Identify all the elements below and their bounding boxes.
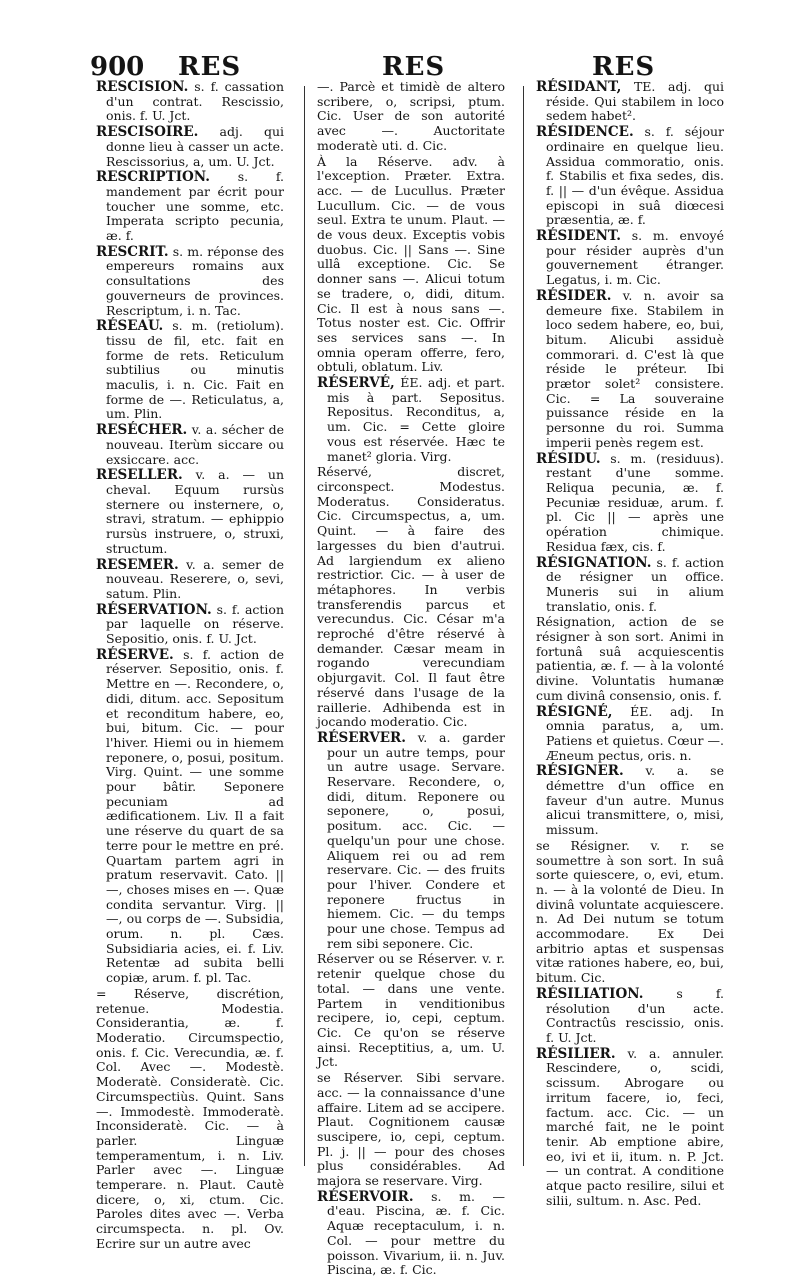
- entry-definition: v. a. — un cheval. Equum rursùs sternere ou insternere, o, stravi, stratum. — ephippio rursùs instruere, o, struxi, structum.: [106, 467, 284, 556]
- entry-definition: s. m. (residuus). restant d'une somme. Reliqua pecunia, æ. f. Pecuniæ residuæ, arum. f. pl. Cic || — après une opération chimique. Residua fæx, cis. f.: [546, 450, 724, 554]
- entry-definition: se Réserver. Sibi servare. acc. — la connaissance d'une affaire. Litem ad se accipere. Plaut. Cognitionem causæ suscipere, io, cepi, ceptum. Pl. j. || — pour des choses plus considérables. Ad majora se reservare. Virg.: [317, 1070, 505, 1189]
- dictionary-entry: [317, 80, 505, 154]
- dictionary-entry: [96, 125, 284, 169]
- entry-headword: RÉSERVÉ,: [317, 375, 395, 392]
- entry-headword: RÉSEAU.: [96, 318, 164, 335]
- dictionary-entry: [96, 987, 284, 1252]
- dictionary-entry: [96, 648, 284, 986]
- entry-headword: RÉSIGNER.: [536, 763, 624, 780]
- dictionary-column-3: [536, 79, 724, 1208]
- entry-definition: TE. adj. qui réside. Qui stabilem in loco sedem habet².: [546, 79, 724, 124]
- column-divider: [304, 86, 305, 1166]
- entry-headword: RÉSIDU.: [536, 450, 601, 467]
- dictionary-entry: [317, 155, 505, 376]
- dictionary-entry: [536, 125, 724, 228]
- entry-headword: RÉSIGNATION.: [536, 554, 652, 571]
- entry-definition: Résignation, action de se résigner à son sort. Animi in fortunâ suâ acquiescentis patientia, æ. f. — à la volonté divine. Voluntatis humanæ cum divinâ consensio, onis. f.: [536, 614, 724, 703]
- dictionary-entry: [536, 1047, 724, 1209]
- dictionary-entry: [536, 80, 724, 124]
- dictionary-entry: [96, 319, 284, 422]
- dictionary-entry: [536, 839, 724, 986]
- entry-definition: = Réserve, discrétion, retenue. Modestia. Considerantia, æ. f. Moderatio. Circumspectio, onis. f. Cic. Verecundia, æ. f. Col. Avec —. Modestè. Moderatè. Consideratè. Cic. Circumspectiùs. Quint. Sans —. Immodestè. Immoderatè. Inconsideratè. Cic. — à parler. Linguæ temperamentum, i. n. Liv. Parler avec —. Linguæ temperare. n. Plaut. Cautè dicere, o, xi, ctum. Cic. Paroles dites avec —. Verba circumspecta. n. pl. Ov. Ecrire sur un autre avec: [96, 985, 284, 1251]
- dictionary-entry: [96, 558, 284, 602]
- entry-headword: RÉSIDENCE.: [536, 124, 634, 141]
- dictionary-entry: [317, 1190, 505, 1278]
- dictionary-entry: [96, 423, 284, 467]
- entry-headword: RESCISION.: [96, 79, 189, 95]
- entry-definition: s. f. cassation d'un contrat. Rescissio, onis. f. U. Jct.: [106, 79, 284, 124]
- running-headword-left: RES: [178, 52, 242, 82]
- entry-definition: v. a. garder pour un autre temps, pour un autre usage. Servare. Reservare. Recondere, o, didi, ditum. Reponere ou seponere, o, posui, positum. acc. Cic. — quelqu'un pour une chose. Aliquem rei ou ad rem reservare. Cic. — des fruits pour l'hiver. Condere et reponere fructus in hiemem. Cic. — du temps pour une chose. Tempus ad rem sibi seponere. Cic.: [327, 729, 505, 951]
- entry-definition: À la Réserve. adv. à l'exception. Præter. Extra. acc. — de Lucullus. Præter Lucullum. Cic. — de vous seul. Extra te unum. Plaut. — de vous deux. Exceptis vobis duobus. Cic. || Sans —. Sine ullâ exceptione. Cic. Se donner sans —. Alicui totum se tradere, o, didi, ditum. Cic. Il est à nous sans —. Totus noster est. Cic. Offrir ses services sans —. In omnia operam offerre, fero, obtuli, oblatum. Liv.: [317, 153, 505, 375]
- entry-headword: RESÉCHER.: [96, 422, 188, 439]
- dictionary-entry: [536, 615, 724, 703]
- entry-definition: s f. résolution d'un acte. Contractûs rescissio, onis. f. U. Jct.: [546, 985, 724, 1045]
- entry-headword: RÉSILIER.: [536, 1045, 616, 1062]
- entry-definition: v. a. semer de nouveau. Reserere, o, sevi, satum. Plin.: [106, 556, 284, 601]
- dictionary-entry: [96, 170, 284, 244]
- running-headword-center: RES: [382, 52, 446, 82]
- entry-headword: RESEMER.: [96, 556, 179, 573]
- page-number: 900: [90, 52, 145, 82]
- entry-headword: RÉSIGNÉ,: [536, 703, 613, 720]
- entry-headword: RÉSIDANT,: [536, 79, 622, 95]
- dictionary-entry: [536, 229, 724, 288]
- entry-definition: s. f. action par laquelle on réserve. Sepositio, onis. f. U. Jct.: [106, 601, 284, 647]
- dictionary-entry: [317, 952, 505, 1070]
- entry-definition: ÉE. adj. In omnia paratus, a, um. Patiens et quietus. Cœur —. Æneum pectus, oris. n.: [546, 703, 724, 763]
- dictionary-entry: [536, 987, 724, 1046]
- entry-headword: RÉSERVOIR.: [317, 1188, 414, 1205]
- entry-headword: RÉSILIATION.: [536, 985, 644, 1002]
- entry-headword: RÉSIDENT.: [536, 228, 621, 245]
- entry-definition: s. f. action de résigner un office. Muneris sui in alium translatio, onis. f.: [546, 554, 724, 614]
- entry-definition: v. a. se démettre d'un office en faveur d'un autre. Munus alicui transmittere, o, misi, missum.: [546, 763, 724, 838]
- entry-definition: —. Parcè et timidè de altero scribere, o, scripsi, ptum. Cic. User de son autorité avec —. Auctoritate moderatè uti. d. Cic.: [317, 79, 505, 153]
- entry-definition: v. n. avoir sa demeure fixe. Stabilem in loco sedem habere, eo, bui, bitum. Alicubi assiduè commorari. d. C'est là que réside le préteur. Ibi prætor solet² consistere. Cic. = La souveraine puissance réside en la personne du roi. Summa imperii penès regem est.: [546, 287, 724, 450]
- dictionary-entry: [96, 468, 284, 556]
- dictionary-entry: [536, 452, 724, 555]
- dictionary-column-2: [317, 79, 505, 1278]
- entry-definition: s. f. séjour ordinaire en quelque lieu. Assidua commoratio, onis. f. Stabilis et fixa sedes, dis. f. || — d'un évêque. Assidua episcopi in suâ diœcesi præsentia, æ. f.: [546, 124, 724, 228]
- entry-headword: RESCRIT.: [96, 243, 169, 260]
- dictionary-entry: [536, 705, 724, 764]
- entry-headword: RÉSERVATION.: [96, 601, 212, 618]
- dictionary-entry: [317, 731, 505, 952]
- entry-headword: RÉSERVER.: [317, 729, 406, 746]
- dictionary-entry: [96, 245, 284, 319]
- entry-definition: se Résigner. v. r. se soumettre à son sort. In suâ sorte quiescere, o, evi, etum. n. — à la volonté de Dieu. In divinâ voluntate acquiescere. n. Ad Dei nutum se totum accommodare. Ex Dei arbitrio aptas et suspensas vitæ rationes habere, eo, bui, bitum. Cic.: [536, 837, 724, 986]
- dictionary-entry: [96, 603, 284, 647]
- column-divider: [523, 86, 524, 1166]
- entry-definition: s. m. envoyé pour résider auprès d'un gouvernement étranger. Legatus, i. m. Cic.: [546, 228, 724, 288]
- entry-headword: RÉSERVE.: [96, 646, 174, 663]
- dictionary-entry: [317, 1071, 505, 1189]
- entry-headword: RESELLER.: [96, 467, 183, 484]
- entry-headword: RÉSIDER.: [536, 287, 612, 304]
- dictionary-entry: [317, 465, 505, 730]
- entry-definition: Réserver ou se Réserver. v. r. retenir quelque chose du total. — dans une vente. Partem in venditionibus recipere, io, cepi, ceptum. Cic. Ce qu'on se réserve ainsi. Receptitius, a, um. U. Jct.: [317, 951, 505, 1070]
- running-headword-right: RES: [592, 52, 656, 82]
- entry-headword: RESCRIPTION.: [96, 169, 210, 186]
- entry-definition: s. f. action de réserver. Sepositio, onis. f. Mettre en —. Recondere, o, didi, ditum. acc. Sepositum et reconditum habere, eo, bui, bitum. Cic. — pour l'hiver. Hiemi ou in hiemem reponere, o, posui, positum. Virg. Quint. — une somme pour bâtir. Seponere pecuniam ad ædificationem. Liv. Il a fait une réserve du quart de sa terre pour le mettre en pré. Quartam partem agri in pratum reservavit. Cato. || —, choses mises en —. Quæ condita servantur. Virg. || —, ou corps de —. Subsidia, orum. n. pl. Cæs. Subsidiaria acies, ei. f. Liv. Retentæ ad subita belli copiæ, arum. f. pl. Tac.: [106, 646, 284, 986]
- entry-definition: s. m. réponse des empereurs romains aux consultations des gouverneurs de provinces. Rescriptum, i. n. Tac.: [106, 243, 284, 318]
- dictionary-entry: [536, 764, 724, 838]
- entry-definition: s. m. — d'eau. Piscina, æ. f. Cic. Aquæ receptaculum, i. n. Col. — pour mettre du poisson. Vivarium, ii. n. Juv. Piscina, æ. f. Cic.: [327, 1188, 505, 1278]
- entry-headword: RESCISOIRE.: [96, 124, 199, 141]
- dictionary-entry: [536, 556, 724, 615]
- entry-definition: adj. qui donne lieu à casser un acte. Rescissorius, a, um. U. Jct.: [106, 124, 284, 169]
- entry-definition: s. f. mandement par écrit pour toucher une somme, etc. Imperata scripto pecunia, æ. f.: [106, 169, 284, 244]
- entry-definition: v. a. annuler. Rescindere, o, scidi, scissum. Abrogare ou irritum facere, io, feci, factum. acc. Cic. — un marché fait, ne le point tenir. Ab emptione abire, eo, ivi et ii, itum. n. P. Jct. — un contrat. A conditione atque pacto resilire, silui et silii, sultum. n. Asc. Ped.: [546, 1045, 724, 1208]
- dictionary-entry: [536, 289, 724, 451]
- entry-definition: ÉE. adj. et part. mis à part. Sepositus. Repositus. Reconditus, a, um. Cic. = Cette gloire vous est réservée. Hæc te manet² gloria. Virg.: [327, 375, 505, 464]
- dictionary-entry: [317, 376, 505, 464]
- entry-definition: v. a. sécher de nouveau. Iterùm siccare ou exsiccare. acc.: [106, 422, 284, 467]
- dictionary-column-1: [96, 79, 284, 1251]
- entry-definition: s. m. (retiolum). tissu de fil, etc. fait en forme de rets. Reticulum subtilius ou minutis maculis, i. n. Cic. Fait en forme de —. Reticulatus, a, um. Plin.: [106, 318, 284, 422]
- dictionary-entry: [96, 80, 284, 124]
- entry-definition: Réservé, discret, circonspect. Modestus. Moderatus. Consideratus. Cic. Circumspectus, a, um. Quint. — à faire des largesses du bien d'autrui. Ad largiendum ex alieno restrictior. Cic. — à user de métaphores. In verbis transferendis parcus et verecundus. Cic. César m'a reproché d'être réservé à demander. Cæsar meam in rogando verecundiam objurgavit. Col. Il faut être réservé dans l'usage de la raillerie. Adhibenda est in jocando moderatio. Cic.: [317, 464, 505, 730]
